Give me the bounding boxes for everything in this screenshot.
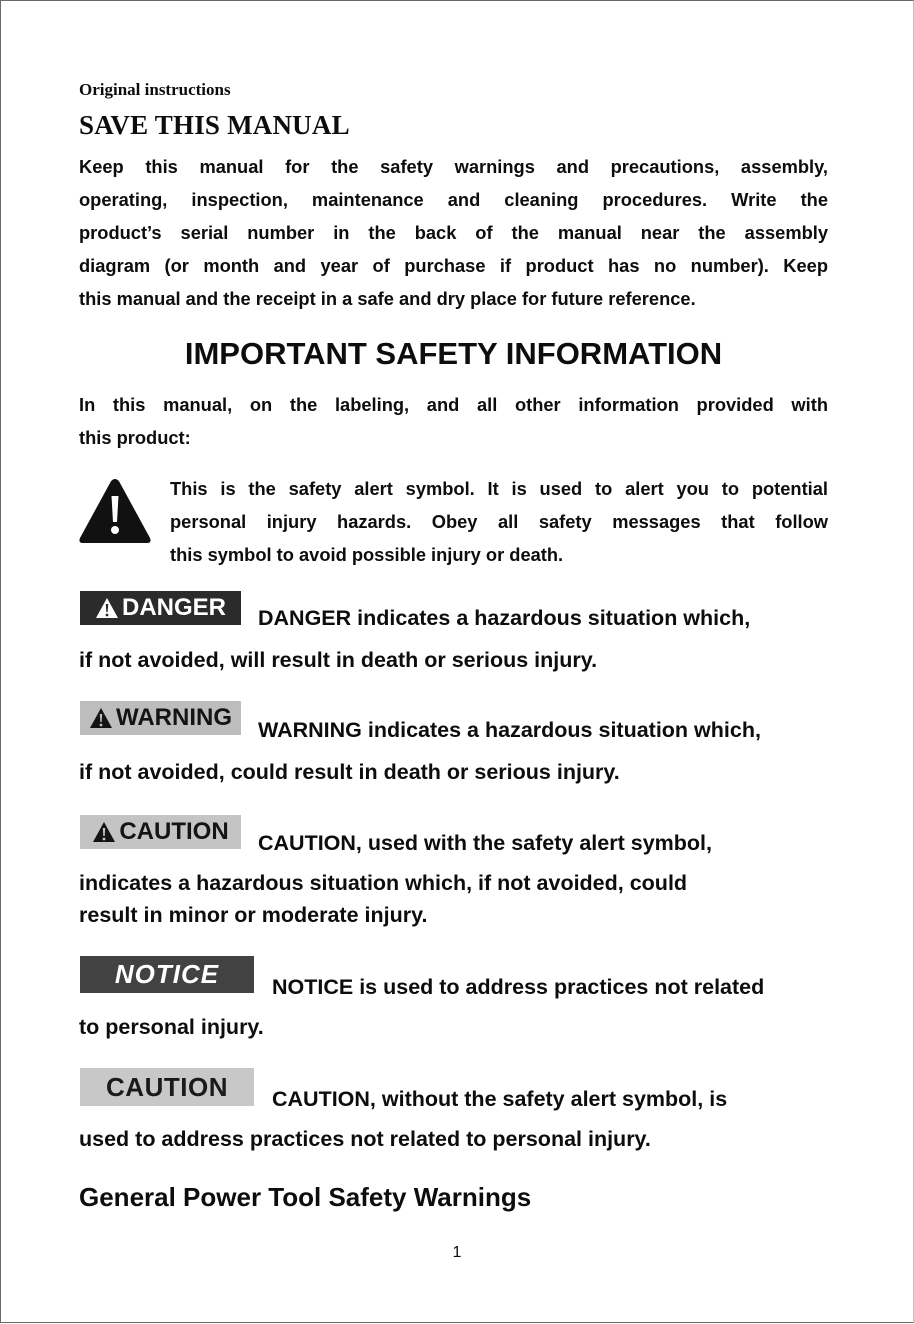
warning-badge-label: WARNING xyxy=(116,704,232,731)
paragraph-line: this manual and the receipt in a safe and dry place for future reference. xyxy=(79,288,696,309)
general-power-tool-title: General Power Tool Safety Warnings xyxy=(79,1182,532,1212)
original-instructions-label: Original instructions xyxy=(79,80,231,99)
paragraph-line: product’s serial number in the back of the manual near the assembly xyxy=(79,222,828,243)
notice-badge-label: NOTICE xyxy=(114,959,220,989)
caution-description-body: indicates a hazardous situation which, if not avoided, could xyxy=(79,871,688,895)
warning-description-body: if not avoided, could result in death or serious injury. xyxy=(79,760,620,784)
paragraph-line: personal injury hazards. Obey all safety messages that follow xyxy=(170,511,828,532)
caution-badge-label: CAUTION xyxy=(119,818,229,845)
danger-description-head: DANGER indicates a hazardous situation which, xyxy=(258,606,751,630)
paragraph-line: operating, inspection, maintenance and cleaning procedures. Write the xyxy=(79,189,828,210)
safety-alert-triangle-icon xyxy=(78,476,152,546)
caution-badge xyxy=(80,815,241,849)
save-manual-title: SAVE THIS MANUAL xyxy=(79,110,350,140)
notice-description-head: NOTICE is used to address practices not related xyxy=(272,975,765,999)
paragraph-line: In this manual, on the labeling, and all other information provided with xyxy=(79,394,828,415)
caution-plain-badge-label: CAUTION xyxy=(106,1071,228,1102)
paragraph-line: this symbol to avoid possible injury or death. xyxy=(170,544,564,565)
warning-badge xyxy=(80,701,241,735)
page-number: 1 xyxy=(452,1244,462,1261)
alert-triangle-icon xyxy=(89,707,113,729)
alert-triangle-icon xyxy=(95,597,119,619)
notice-description-body: to personal injury. xyxy=(79,1015,264,1039)
danger-badge xyxy=(80,591,241,625)
important-safety-title: IMPORTANT SAFETY INFORMATION xyxy=(184,336,723,371)
caution-description-body: result in minor or moderate injury. xyxy=(79,903,428,927)
danger-description-body: if not avoided, will result in death or serious injury. xyxy=(79,648,598,672)
paragraph-line: diagram (or month and year of purchase if product has no number). Keep xyxy=(79,255,828,276)
paragraph-line: this product: xyxy=(79,427,191,448)
intro-paragraph xyxy=(79,388,828,454)
caution-description-head: CAUTION, used with the safety alert symbol, xyxy=(258,831,712,855)
warning-description-head: WARNING indicates a hazardous situation which, xyxy=(258,718,761,742)
danger-badge-label: DANGER xyxy=(121,594,226,621)
paragraph-line: Keep this manual for the safety warnings and precautions, assembly, xyxy=(79,156,828,177)
caution-plain-description-body: used to address practices not related to personal injury. xyxy=(79,1127,651,1151)
paragraph-line: This is the safety alert symbol. It is used to alert you to potential xyxy=(170,478,828,499)
notice-badge xyxy=(80,956,254,993)
safety-alert-description xyxy=(170,472,828,571)
caution-plain-badge xyxy=(80,1068,254,1106)
alert-triangle-icon xyxy=(92,821,116,843)
caution-plain-description-head: CAUTION, without the safety alert symbol, is xyxy=(272,1087,728,1111)
keep-manual-paragraph xyxy=(79,150,828,315)
